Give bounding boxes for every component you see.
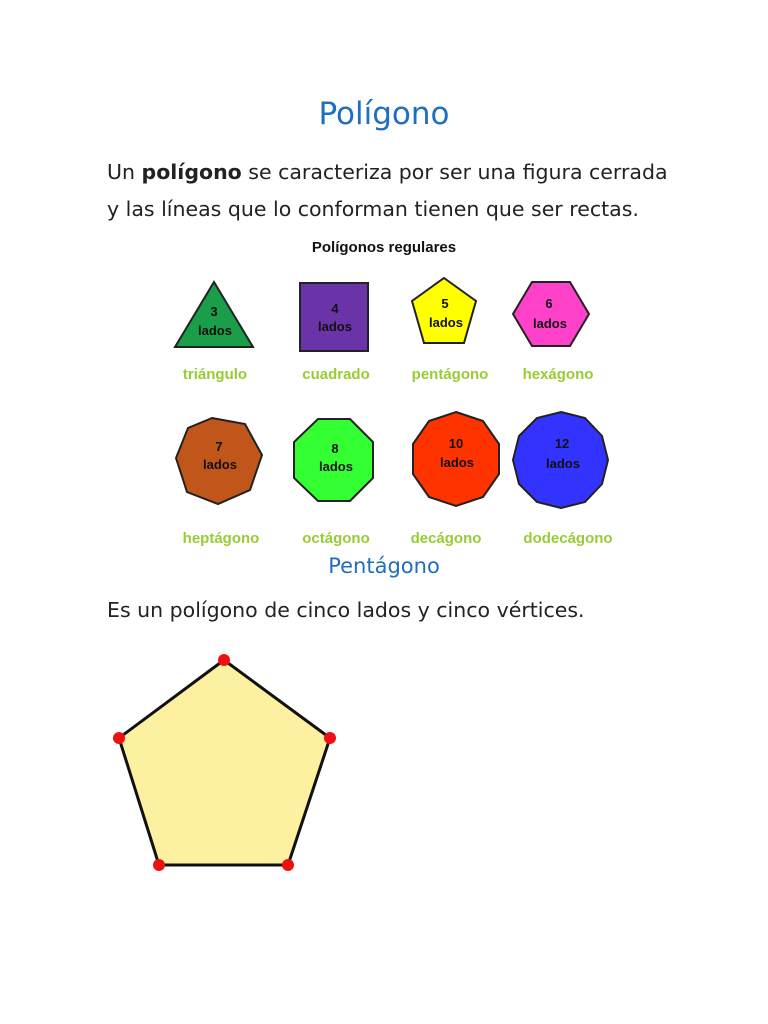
label-cuadrado: cuadrado (302, 366, 370, 383)
intro-line-2: y las líneas que lo conforman tienen que ser rectas. (107, 197, 639, 221)
vertex-top (218, 654, 230, 666)
section-title: Pentágono (328, 554, 440, 578)
hexagon-sides: lados (533, 316, 567, 331)
pentagon-description: Es un polígono de cinco lados y cinco vértices. (107, 598, 585, 622)
figure-title: Polígonos regulares (311, 239, 457, 256)
dodecagon-number: 12 (554, 436, 570, 451)
pentagon-sides: lados (429, 315, 463, 330)
pentagon-number: 5 (441, 296, 449, 311)
triangle-sides: lados (198, 323, 232, 338)
intro-term: polígono (141, 160, 242, 184)
heptagon-sides: lados (203, 457, 237, 472)
octagon-sides: lados (319, 459, 353, 474)
label-dodecagono: dodecágono (523, 530, 613, 547)
vertex-bottom-right (282, 859, 294, 871)
octagon-number: 8 (331, 441, 339, 456)
triangle-number: 3 (210, 304, 218, 319)
heptagon-number: 7 (215, 439, 223, 454)
vertex-right (324, 732, 336, 744)
hexagon-number: 6 (545, 296, 553, 311)
decagon-number: 10 (448, 436, 464, 451)
intro-prefix: Un (107, 160, 142, 184)
dodecagon-sides: lados (546, 456, 580, 471)
label-pentagono: pentágono (411, 366, 489, 383)
decagon-sides: lados (440, 455, 474, 470)
vertex-bottom-left (153, 859, 165, 871)
label-decagono: decágono (410, 530, 482, 547)
intro-line1-rest: se caracteriza por ser una figura cerrada (241, 160, 668, 184)
label-heptagono: heptágono (182, 530, 260, 547)
square-sides: lados (318, 319, 352, 334)
page-title: Polígono (318, 96, 450, 132)
vertex-left (113, 732, 125, 744)
pentagon-body (119, 660, 330, 865)
label-hexagono: hexágono (522, 366, 594, 383)
label-triangulo: triángulo (182, 366, 248, 383)
square-number: 4 (331, 301, 339, 316)
label-octagono: octágono (302, 530, 370, 547)
